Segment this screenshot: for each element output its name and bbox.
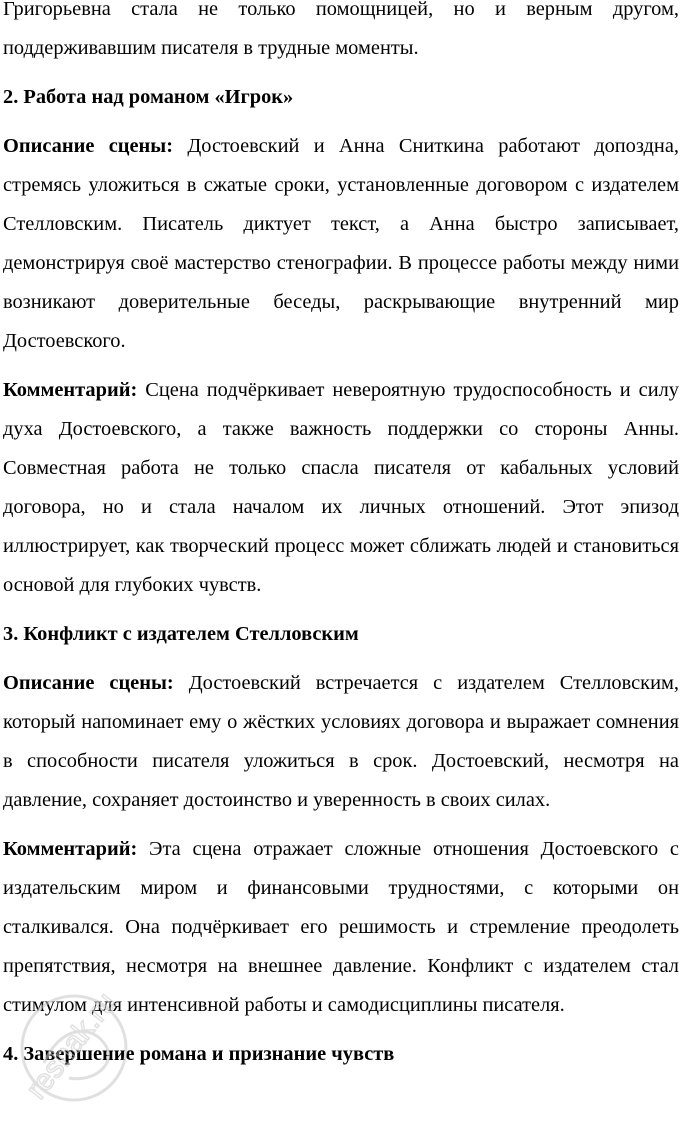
paragraph-commentary-2: [3, 371, 679, 605]
paragraph-text: Григорьевна стала не только помощницей, но и верным другом, поддерживавшим писателя в трудные моменты.: [3, 0, 679, 59]
section-heading-3: 3. Конфликт с издателем Стелловским: [3, 623, 359, 645]
paragraph-scene-description-3: [3, 664, 679, 820]
paragraph-text: Эта сцена отражает сложные отношения Достоевского с издательским миром и финансовыми трудностями, с которыми он сталкивался. Она подчёркивает его решимость и стремление преодолеть препятствия, несмотря на внешнее давление. Конфликт с издателем стал стимулом для интенсивной работы и самодисциплины писателя.: [3, 838, 679, 1016]
paragraph-label: Описание сцены:: [3, 135, 174, 157]
paragraph-text: Достоевский и Анна Сниткина работают допоздна, стремясь уложиться в сжатые сроки, установленные договором с издателем Стелловским. Писатель диктует текст, а Анна быстро записывает, демонстрируя своё мастерство стенографии. В процессе работы между ними возникают доверительные беседы, раскрывающие внутренний мир Достоевского.: [3, 135, 679, 352]
section-heading-4: 4. Завершение романа и признание чувств: [3, 1043, 395, 1065]
paragraph-label: Комментарий:: [3, 838, 138, 860]
paragraph-text: Сцена подчёркивает невероятную трудоспособность и силу духа Достоевского, а также важность поддержки со стороны Анны. Совместная работа не только спасла писателя от кабальных условий договора, но и стала началом их личных отношений. Этот эпизод иллюстрирует, как творческий процесс может сближать людей и становиться основой для глубоких чувств.: [3, 379, 679, 596]
paragraph-intro-continuation: [3, 0, 679, 68]
section-heading-2: 2. Работа над романом «Игрок»: [3, 86, 294, 108]
paragraph-scene-description-2: [3, 127, 679, 361]
paragraph-text: Достоевский встречается с издателем Стелловским, который напоминает ему о жёстких условиях договора и выражает сомнения в способности писателя уложиться в срок. Достоевский, несмотря на давление, сохраняет достоинство и уверенность в своих силах.: [3, 672, 679, 811]
paragraph-commentary-3: [3, 830, 679, 1025]
watermark-text: reshak.ru: [19, 986, 123, 1106]
paragraph-label: Описание сцены:: [3, 672, 174, 694]
paragraph-label: Комментарий:: [3, 379, 138, 401]
